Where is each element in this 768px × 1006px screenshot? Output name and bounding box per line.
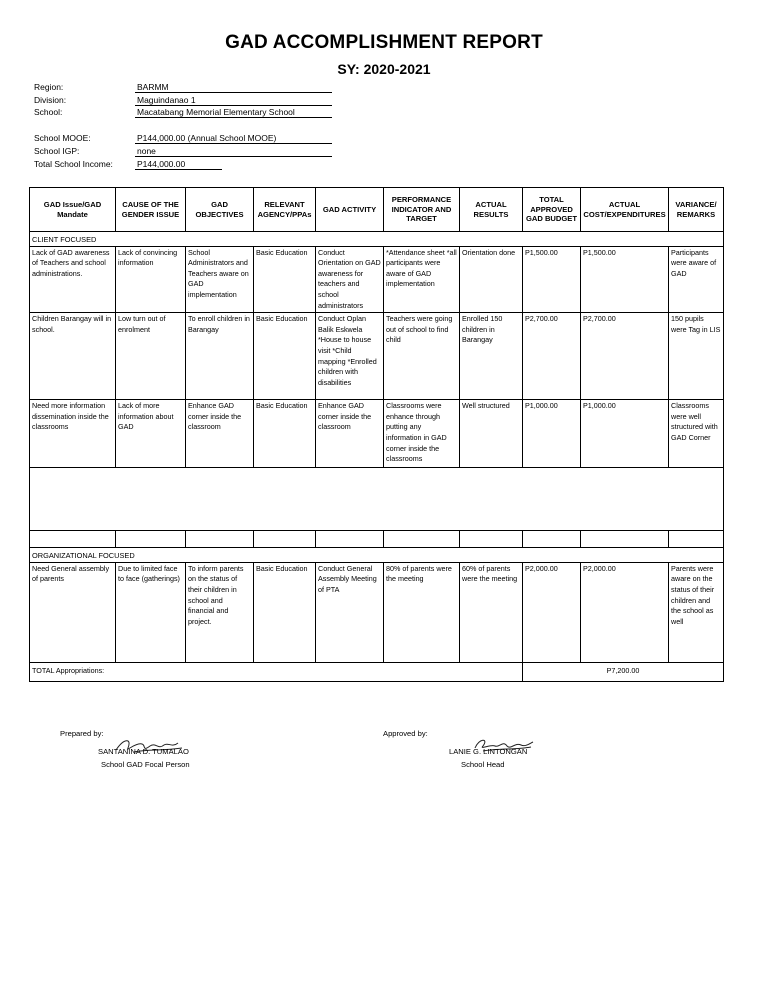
igp-value: none: [135, 146, 332, 157]
table-cell: Low turn out of enrolment: [116, 313, 186, 400]
table-cell: Basic Education: [254, 313, 316, 400]
table-cell: 60% of parents were the meeting: [460, 562, 523, 662]
prepared-title: School GAD Focal Person: [101, 760, 190, 769]
prepared-name: SANTANINA D. TUMALAO: [98, 747, 189, 756]
table-cell: Enrolled 150 children in Barangay: [460, 313, 523, 400]
report-title: GAD ACCOMPLISHMENT REPORT: [225, 32, 543, 53]
table-cell: Basic Education: [254, 400, 316, 468]
section-client-focused: CLIENT FOCUSED: [30, 232, 724, 247]
table-cell: *Attendance sheet *all participants were aware of GAD implementation: [384, 246, 460, 313]
school-value: Macatabang Memorial Elementary School: [135, 107, 332, 118]
header-cell: CAUSE OF THE GENDER ISSUE: [116, 188, 186, 232]
table-cell: Teachers were going out of school to find child: [384, 313, 460, 400]
empty-row: [30, 531, 724, 548]
table-row: [30, 313, 724, 400]
prepared-label: Prepared by:: [60, 729, 104, 738]
header-cell: TOTAL APPROVED GAD BUDGET: [523, 188, 581, 232]
header-cell: GAD Issue/GAD Mandate: [30, 188, 116, 232]
mooe-value: P144,000.00 (Annual School MOOE): [135, 133, 332, 144]
header-cell: RELEVANT AGENCY/PPAs: [254, 188, 316, 232]
table-cell: P1,500.00: [523, 246, 581, 313]
table-cell: Conduct General Assembly Meeting of PTA: [316, 562, 384, 662]
table-row: [30, 246, 724, 313]
table-cell: Need General assembly of parents: [30, 562, 116, 662]
approved-title: School Head: [461, 760, 505, 769]
table-cell: Lack of GAD awareness of Teachers and school administrations.: [30, 246, 116, 313]
table-cell: Basic Education: [254, 562, 316, 662]
approved-name: LANIE G. LINTONGAN: [449, 747, 528, 756]
table-cell: Classrooms were enhance through putting any information in GAD corner inside the classrooms: [384, 400, 460, 468]
header-cell: ACTUAL RESULTS: [460, 188, 523, 232]
total-row: [30, 662, 724, 681]
approved-label: Approved by:: [383, 729, 428, 738]
region-value: BARMM: [135, 82, 332, 93]
approved-by-block: [383, 728, 583, 778]
table-cell: Classrooms were well structured with GAD Corner: [669, 400, 724, 468]
spacer-row: [30, 468, 724, 531]
header-cell: GAD ACTIVITY: [316, 188, 384, 232]
table-cell: P1,500.00: [581, 246, 669, 313]
school-label: School:: [34, 107, 63, 117]
table-cell: Children Barangay will in school.: [30, 313, 116, 400]
table-cell: Lack of convincing information: [116, 246, 186, 313]
table-cell: Conduct Orientation on GAD awareness for teachers and school administrators: [316, 246, 384, 313]
table-cell: 150 pupils were Tag in LIS: [669, 313, 724, 400]
table-cell: Need more information dissemination inside the classrooms: [30, 400, 116, 468]
table-row: [30, 562, 724, 662]
table-cell: Basic Education: [254, 246, 316, 313]
table-cell: Enhance GAD corner inside the classroom: [186, 400, 254, 468]
school-year: SY: 2020-2021: [337, 61, 431, 77]
table-row: [30, 400, 724, 468]
prepared-by-block: [60, 728, 260, 778]
table-cell: Due to limited face to face (gatherings): [116, 562, 186, 662]
division-label: Division:: [34, 95, 67, 105]
table-cell: 80% of parents were the meeting: [384, 562, 460, 662]
table-cell: Orientation done: [460, 246, 523, 313]
header-cell: PERFORMANCE INDICATOR AND TARGET: [384, 188, 460, 232]
table-cell: Lack of more information about GAD: [116, 400, 186, 468]
table-cell: Well structured: [460, 400, 523, 468]
header-cell: VARIANCE/ REMARKS: [669, 188, 724, 232]
gad-table: [29, 187, 724, 682]
division-value: Maguindanao 1: [135, 95, 332, 106]
region-label: Region:: [34, 82, 64, 92]
table-header-row: [30, 188, 724, 232]
table-cell: P2,700.00: [523, 313, 581, 400]
igp-label: School IGP:: [34, 146, 80, 156]
table-cell: Parents were aware on the status of their children and the school as well: [669, 562, 724, 662]
mooe-label: School MOOE:: [34, 133, 91, 143]
table-cell: School Administrators and Teachers aware on GAD implementation: [186, 246, 254, 313]
table-cell: To inform parents on the status of their children in school and financial and project.: [186, 562, 254, 662]
header-cell: GAD OBJECTIVES: [186, 188, 254, 232]
total-value: P7,200.00: [523, 662, 724, 681]
section-organizational-focused: ORGANIZATIONAL FOCUSED: [30, 548, 724, 563]
table-cell: P2,700.00: [581, 313, 669, 400]
income-label: Total School Income:: [34, 159, 113, 169]
table-cell: P1,000.00: [581, 400, 669, 468]
table-cell: P2,000.00: [523, 562, 581, 662]
table-cell: P1,000.00: [523, 400, 581, 468]
header-cell: ACTUAL COST/EXPENDITURES: [581, 188, 669, 232]
table-cell: Enhance GAD corner inside the classroom: [316, 400, 384, 468]
school-info: [34, 82, 334, 172]
table-cell: To enroll children in Barangay: [186, 313, 254, 400]
table-cell: Participants were aware of GAD: [669, 246, 724, 313]
table-cell: Conduct Oplan Balik Eskwela *House to house visit *Child mapping *Enrolled children with disabilities: [316, 313, 384, 400]
table-cell: P2,000.00: [581, 562, 669, 662]
total-label: TOTAL Appropriations:: [30, 662, 523, 681]
income-value: P144,000.00: [135, 159, 222, 170]
